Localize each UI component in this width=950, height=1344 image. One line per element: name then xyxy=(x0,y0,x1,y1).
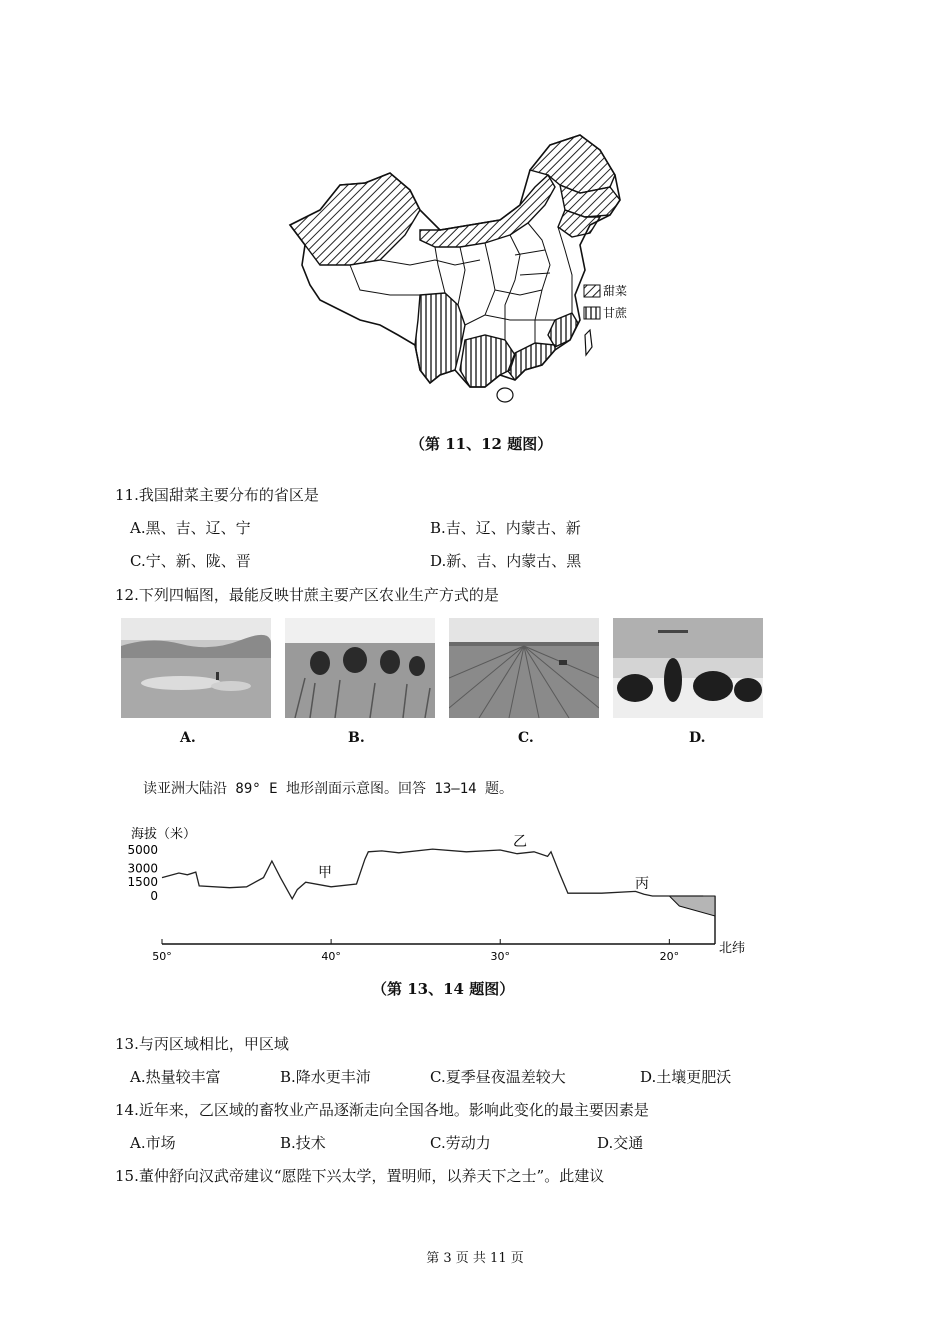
y-tick-label: 0 xyxy=(150,889,158,903)
q13-option-b[interactable]: B.降水更丰沛 xyxy=(280,1068,371,1086)
q14-option-b[interactable]: B.技术 xyxy=(280,1134,326,1152)
y-tick-label: 1500 xyxy=(127,875,158,890)
sea-area xyxy=(669,896,715,916)
photo-manual-harvest[interactable] xyxy=(285,618,435,718)
photo-label-a: A. xyxy=(180,730,196,746)
guangxi xyxy=(460,335,515,387)
q11-option-c[interactable]: C.宁、新、陇、晋 xyxy=(130,552,251,570)
hainan xyxy=(497,388,513,402)
region-bing: 丙 xyxy=(635,876,649,892)
q13-option-c[interactable]: C.夏季昼夜温差较大 xyxy=(430,1068,566,1086)
legend-swatch-diagonal xyxy=(584,285,600,297)
x-tick-label: 20° xyxy=(659,950,680,963)
q13-stem: 13.与丙区域相比，甲区域 xyxy=(115,1035,289,1053)
x-tick-label: 30° xyxy=(490,950,510,963)
legend-label-beet: 甜菜 xyxy=(603,284,628,298)
q14-option-c[interactable]: C.劳动力 xyxy=(430,1134,491,1152)
taiwan xyxy=(585,330,592,355)
q11-option-b[interactable]: B.吉、辽、内蒙古、新 xyxy=(430,519,581,537)
q15-stem: 15.董仲舒向汉武帝建议“愿陛下兴太学，置明师，以养天下之士”。此建议 xyxy=(115,1167,605,1185)
profile-xunit: 北纬 xyxy=(719,941,746,956)
profile-intro: 读亚洲大陆沿 89° E 地形剖面示意图。回答 13—14 题。 xyxy=(143,781,514,797)
y-tick-label: 5000 xyxy=(127,843,158,857)
china-map-figure xyxy=(280,125,660,410)
legend-swatch-vertical xyxy=(584,307,600,319)
photo-label-d: D. xyxy=(689,730,706,746)
region-yi: 乙 xyxy=(513,834,527,850)
x-tick-label: 40° xyxy=(321,950,341,963)
map-legend xyxy=(584,283,628,320)
q11-option-d[interactable]: D.新、吉、内蒙古、黑 xyxy=(430,552,582,570)
profile-ylabel: 海拔（米） xyxy=(131,827,197,842)
y-tick-label: 3000 xyxy=(127,861,158,876)
q13-option-a[interactable]: A.热量较丰富 xyxy=(130,1068,221,1086)
photo-yak-herding[interactable] xyxy=(613,618,763,718)
photo-label-b: B. xyxy=(348,730,365,746)
profile-chart xyxy=(125,822,765,970)
profile-svg xyxy=(125,822,765,970)
page-footer: 第 3 页 共 11 页 xyxy=(426,1251,524,1266)
photo-mechanized-field[interactable] xyxy=(449,618,599,718)
legend-label-sugarcane: 甘蔗 xyxy=(603,306,628,320)
map-caption: （第 11、12 题图） xyxy=(410,435,553,453)
region-jia: 甲 xyxy=(318,865,332,881)
photo-grassland-herding[interactable] xyxy=(121,618,271,718)
terrain-profile-line xyxy=(162,849,703,899)
q11-option-a[interactable]: A.黑、吉、辽、宁 xyxy=(130,519,251,537)
china-map xyxy=(280,125,660,410)
q14-option-a[interactable]: A.市场 xyxy=(130,1134,176,1152)
x-tick-label: 50° xyxy=(152,950,172,963)
q14-option-d[interactable]: D.交通 xyxy=(597,1134,644,1152)
q11-stem: 11.我国甜菜主要分布的省区是 xyxy=(115,486,319,504)
photo-label-c: C. xyxy=(518,730,534,746)
q14-stem: 14.近年来，乙区域的畜牧业产品逐渐走向全国各地。影响此变化的最主要因素是 xyxy=(115,1101,649,1119)
q12-stem: 12.下列四幅图，最能反映甘蔗主要产区农业生产方式的是 xyxy=(115,586,499,604)
q13-option-d[interactable]: D.土壤更肥沃 xyxy=(640,1068,732,1086)
profile-caption: （第 13、14 题图） xyxy=(372,980,515,998)
